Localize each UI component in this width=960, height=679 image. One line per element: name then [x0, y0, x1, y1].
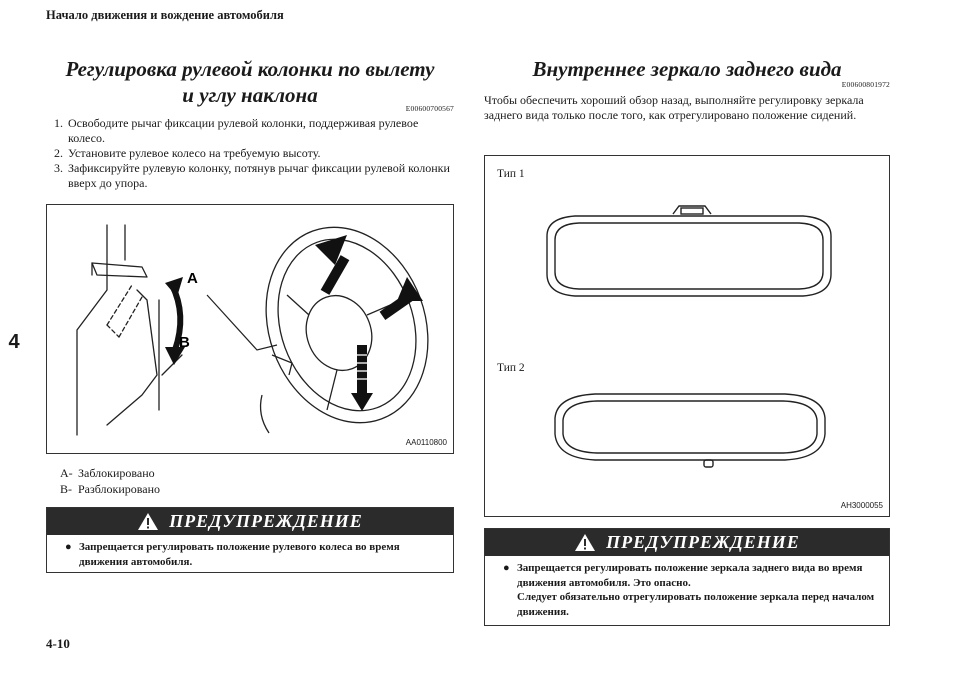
steering-title-line2: и углу наклона: [182, 83, 318, 107]
warning-text-line2: Следует обязательно отрегулировать положение зеркала перед началом движения.: [517, 591, 875, 618]
step-number: 2.: [54, 146, 63, 160]
warning-triangle-icon: [137, 512, 159, 531]
running-head: Начало движения и вождение автомобиля: [46, 8, 284, 22]
mirror-paragraph: Чтобы обеспечить хороший обзор назад, выполняйте регулировку зеркала заднего вида только после того, как отрегулировано положение сидений.: [484, 93, 864, 122]
warning-body: [485, 556, 889, 619]
steering-illustration: [47, 205, 453, 453]
warning-text: Запрещается регулировать положение рулевого колеса во время движения автомобиля.: [79, 541, 400, 568]
legend-item: [60, 481, 160, 497]
mirror-illustration: [485, 156, 889, 516]
mirror-section-title: Внутреннее зеркало заднего вида: [532, 57, 842, 81]
mirror-section-code: E00600801972: [841, 80, 890, 89]
steering-steps-list: [54, 116, 452, 191]
step-text: Освободите рычаг фиксации рулевой колонки, поддерживая рулевое колесо.: [68, 116, 419, 145]
bullet-icon: ●: [503, 562, 510, 574]
steering-figure-code: AA0110800: [405, 438, 447, 447]
step-text: Зафиксируйте рулевую колонку, потянув рычаг фиксации рулевой колонки вверх до упора.: [68, 161, 450, 190]
warning-triangle-icon: [574, 533, 596, 552]
step-number: 1.: [54, 116, 63, 130]
legend-item: [60, 465, 160, 481]
figure-label-a: A: [187, 270, 198, 287]
mirror-type1-label: Тип 1: [497, 168, 525, 180]
mirror-type2-label: Тип 2: [497, 362, 525, 374]
warning-header: [47, 508, 453, 535]
step-item: [54, 161, 452, 191]
step-item: [54, 116, 452, 146]
mirror-figure: [484, 155, 890, 517]
warning-label: ПРЕДУПРЕЖДЕНИЕ: [169, 511, 363, 531]
figure-label-b: B: [179, 334, 190, 351]
legend-key: A-: [60, 466, 73, 480]
mirror-warning-box: [484, 528, 890, 626]
warning-text: [517, 561, 879, 619]
chapter-tab: 4: [0, 320, 28, 364]
step-number: 3.: [54, 161, 63, 175]
warning-body: [47, 535, 453, 569]
legend-key: B-: [60, 482, 72, 496]
bullet-icon: ●: [65, 541, 72, 553]
steering-section-title: [46, 56, 454, 108]
steering-warning-box: [46, 507, 454, 573]
steering-section-code: E00600700567: [405, 104, 454, 113]
steering-figure: [46, 204, 454, 454]
step-item: [54, 146, 452, 161]
legend-text: Заблокировано: [78, 466, 155, 480]
legend-text: Разблокировано: [78, 482, 161, 496]
steering-title-line1: Регулировка рулевой колонки по вылету: [65, 57, 435, 81]
warning-text-line1: Запрещается регулировать положение зеркала заднего вида во время движения автомобиля. Это опасно.: [517, 562, 863, 589]
step-text: Установите рулевое колесо на требуемую высоту.: [68, 146, 321, 160]
warning-header: [485, 529, 889, 556]
page-number: 4-10: [46, 636, 70, 651]
mirror-figure-code: AH3000055: [840, 501, 883, 510]
steering-legend: [60, 465, 160, 497]
warning-label: ПРЕДУПРЕЖДЕНИЕ: [606, 532, 800, 552]
